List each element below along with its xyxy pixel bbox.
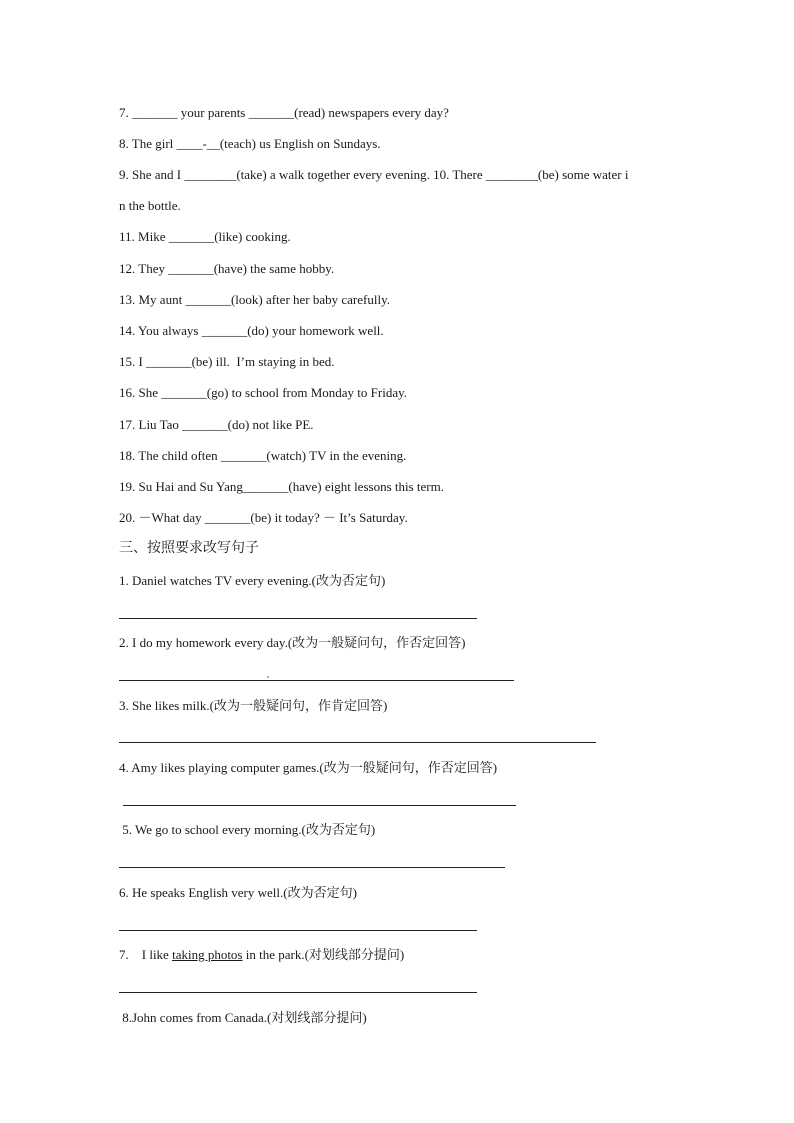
rewrite-question-6: 6. He speaks English very well.(改为否定句) — [119, 885, 357, 900]
exercise-19: 19. Su Hai and Su Yang_______(have) eight lessons this term. — [119, 479, 444, 494]
rewrite-question-7 — [119, 946, 404, 964]
rewrite-question-4: 4. Amy likes playing computer games.(改为一般疑问句，作否定回答) — [119, 760, 498, 775]
rewrite-question-3: 3. She likes milk.(改为一般疑问句，作肯定回答) — [119, 698, 388, 713]
exercise-12: 12. They _______(have) the same hobby. — [119, 261, 335, 276]
rewrite-question-8: 8.John comes from Canada.(对划线部分提问) — [119, 1010, 367, 1025]
answer-line-2[interactable] — [119, 680, 514, 681]
exercise-18: 18. The child often _______(watch) TV in the evening. — [119, 448, 407, 463]
answer-line-7[interactable] — [119, 992, 477, 993]
exercise-16: 16. She _______(go) to school from Monday to Friday. — [119, 385, 408, 400]
answer-line-1[interactable] — [119, 618, 477, 619]
exercise-20: 20. －What day _______(be) it today? － It’s Saturday. — [119, 510, 408, 525]
answer-line-4[interactable] — [123, 805, 516, 806]
q7-prefix: 7. I like — [119, 947, 173, 962]
answer-line-3[interactable] — [119, 742, 596, 743]
rewrite-question-1: 1. Daniel watches TV every evening.(改为否定句) — [119, 573, 386, 588]
exercise-7: 7. _______ your parents _______(read) newspapers every day? — [119, 105, 449, 120]
exercise-17: 17. Liu Tao _______(do) not like PE. — [119, 417, 314, 432]
q7-suffix: in the park.(对划线部分提问) — [242, 947, 405, 962]
section-title: 三、按照要求改写句子 — [119, 541, 259, 556]
answer-line-5[interactable] — [119, 867, 505, 868]
answer-line-6[interactable] — [119, 930, 477, 931]
rewrite-question-5: 5. We go to school every morning.(改为否定句) — [119, 822, 376, 837]
rewrite-question-2: 2. I do my homework every day.(改为一般疑问句，作否定回答) — [119, 635, 466, 650]
exercise-8: 8. The girl ____-__(teach) us English on Sundays. — [119, 136, 381, 151]
exercise-14: 14. You always _______(do) your homework well. — [119, 323, 384, 338]
exercise-15: 15. I _______(be) ill. I’m staying in bed. — [119, 354, 335, 369]
exercise-9-10: 9. She and I ________(take) a walk together every evening. 10. There ________(be) some water i — [119, 167, 629, 182]
exercise-13: 13. My aunt _______(look) after her baby carefully. — [119, 292, 390, 307]
stray-mark — [267, 676, 269, 678]
q7-underlined-phrase: taking photos — [172, 947, 243, 962]
exercise-11: 11. Mike _______(like) cooking. — [119, 229, 291, 244]
exercise-10-continued: n the bottle. — [119, 198, 181, 213]
